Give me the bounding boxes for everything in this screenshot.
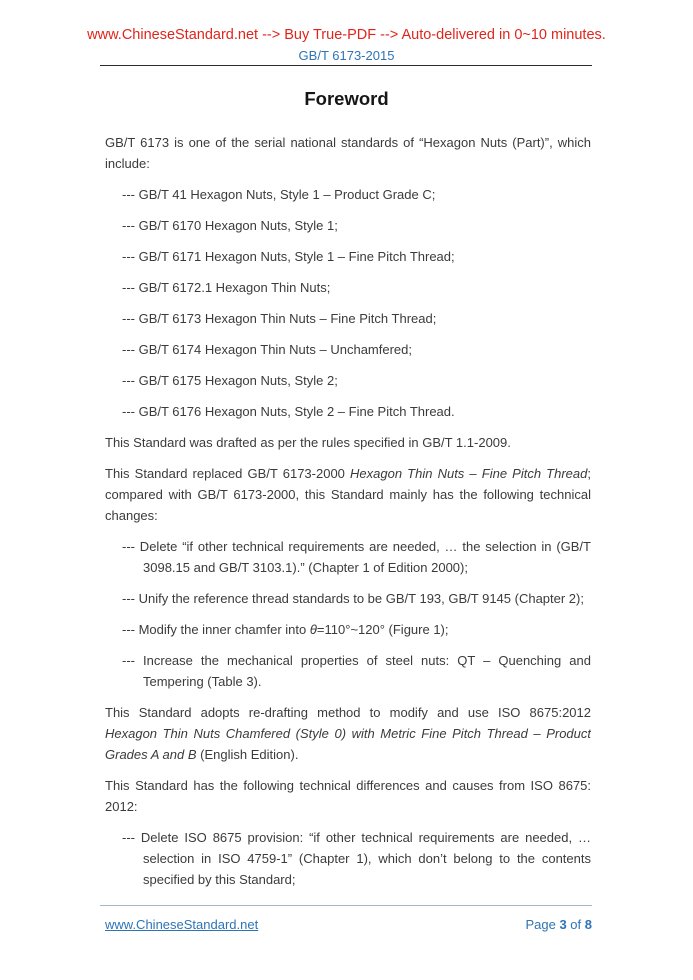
page-total: 8 (584, 917, 592, 932)
list-item (105, 184, 591, 205)
list-item (105, 339, 591, 360)
page-of-label: of (566, 917, 585, 932)
text-segment: --- Delete ISO 8675 provision: “if other technical requirements are needed, … selection in ISO 4759-1” (Chapter 1), which don’t belong to the contents specified by this Standard; (122, 830, 591, 887)
text-segment: ; compared with GB/T 6173-2000, this Standard mainly has the following technical changes: (105, 466, 591, 523)
page-label: Page (525, 917, 560, 932)
header-divider (100, 65, 592, 66)
text-segment: This Standard adopts re-drafting method to modify and use ISO 8675:2012 (105, 705, 591, 720)
text-segment: This Standard has the following technical differences and causes from ISO 8675: 2012: (105, 778, 591, 814)
page-indicator (525, 916, 592, 933)
list-item (105, 588, 591, 609)
text-segment: (English Edition). (196, 747, 299, 762)
text-segment: --- Delete “if other technical requirements are needed, … the selection in (GB/T 3098.15 and GB/T 3103.1).” (Chapter 1 of Edition 2000); (122, 539, 591, 575)
list-item (105, 827, 591, 890)
paragraph (105, 432, 591, 453)
list-item (105, 246, 591, 267)
paragraph (105, 463, 591, 526)
italic-text-segment: Hexagon Thin Nuts Chamfered (Style 0) with Metric Fine Pitch Thread – Product Grades A and B (105, 726, 591, 762)
italic-text-segment: Hexagon Thin Nuts – Fine Pitch Thread (350, 466, 588, 481)
text-segment: --- GB/T 6173 Hexagon Thin Nuts – Fine Pitch Thread; (122, 311, 437, 326)
list-item (105, 650, 591, 692)
list-item (105, 277, 591, 298)
text-segment: GB/T 6173 is one of the serial national standards of “Hexagon Nuts (Part)”, which include: (105, 135, 591, 171)
page-footer (105, 916, 592, 933)
text-segment: =110°~120° (Figure 1); (316, 622, 449, 637)
text-segment: --- Unify the reference thread standards to be GB/T 193, GB/T 9145 (Chapter 2); (122, 591, 584, 606)
list-item (105, 370, 591, 391)
footer-divider (100, 905, 592, 906)
text-segment: --- GB/T 6171 Hexagon Nuts, Style 1 – Fine Pitch Thread; (122, 249, 455, 264)
text-segment: --- GB/T 41 Hexagon Nuts, Style 1 – Product Grade C; (122, 187, 436, 202)
standard-number: GB/T 6173-2015 (298, 48, 395, 63)
list-item (105, 536, 591, 578)
list-item (105, 308, 591, 329)
promo-banner-text: www.ChineseStandard.net --> Buy True-PDF --> Auto-delivered in 0~10 minutes. (87, 27, 606, 43)
list-item (105, 619, 591, 640)
text-segment: --- GB/T 6174 Hexagon Thin Nuts – Unchamfered; (122, 342, 412, 357)
italic-text-segment: θ (309, 622, 317, 637)
paragraph (105, 775, 591, 817)
text-segment: --- GB/T 6170 Hexagon Nuts, Style 1; (122, 218, 338, 233)
text-segment: This Standard was drafted as per the rules specified in GB/T 1.1-2009. (105, 435, 511, 450)
page-current: 3 (559, 917, 567, 932)
paragraph (105, 702, 591, 765)
text-segment: --- GB/T 6175 Hexagon Nuts, Style 2; (122, 373, 338, 388)
text-segment: --- Increase the mechanical properties of steel nuts: QT – Quenching and Tempering (Table 3). (122, 653, 591, 689)
footer-website-link[interactable]: www.ChineseStandard.net (105, 917, 259, 932)
text-segment: --- GB/T 6176 Hexagon Nuts, Style 2 – Fine Pitch Thread. (122, 404, 455, 419)
text-segment: --- GB/T 6172.1 Hexagon Thin Nuts; (122, 280, 331, 295)
list-item (105, 900, 591, 902)
page-title: Foreword (304, 88, 389, 109)
list-item (105, 401, 591, 422)
paragraph (105, 132, 591, 174)
document-body (105, 132, 591, 902)
text-segment: --- Modify the inner chamfer into (122, 622, 310, 637)
list-item (105, 215, 591, 236)
text-segment: This Standard replaced GB/T 6173-2000 (105, 466, 351, 481)
